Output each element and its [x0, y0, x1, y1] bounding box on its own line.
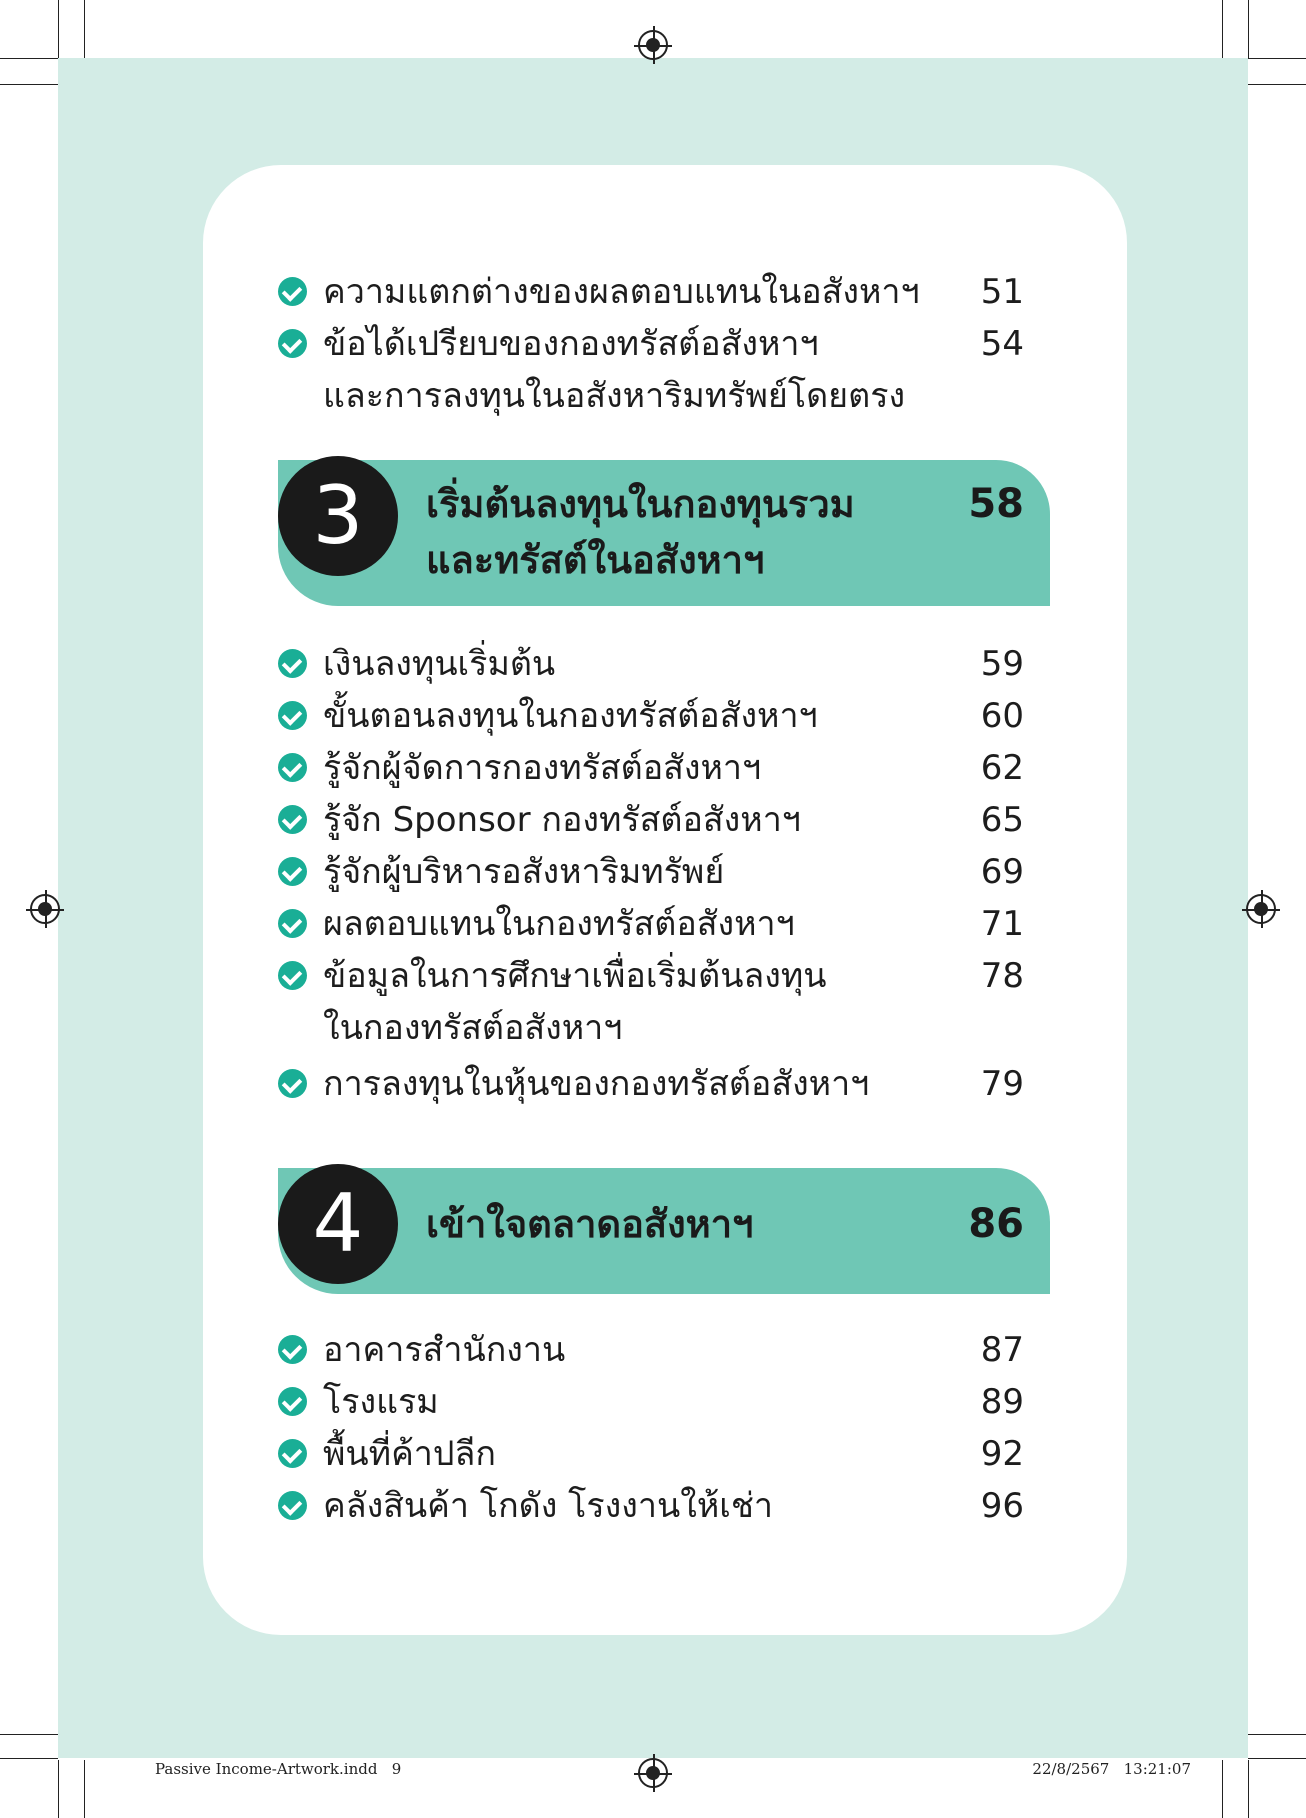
entry-page: 54 — [980, 324, 1024, 364]
entry-title: เงินลงทุนเริ่มต้น — [323, 644, 556, 684]
chapter-title-line2: และทรัสต์ในอสังหาฯ — [426, 538, 765, 582]
toc-entry[interactable] — [278, 1480, 1024, 1532]
entry-page: 69 — [980, 852, 1024, 892]
entry-page: 62 — [980, 748, 1024, 788]
toc-entry[interactable] — [278, 846, 1024, 898]
entry-title: การลงทุนในหุ้นของกองทรัสต์อสังหาฯ — [323, 1064, 870, 1104]
entry-page: 87 — [980, 1330, 1024, 1370]
entry-title: รู้จักผู้จัดการกองทรัสต์อสังหาฯ — [323, 748, 762, 788]
registration-mark-icon — [1246, 894, 1276, 924]
entry-page: 89 — [980, 1382, 1024, 1422]
check-icon — [278, 1387, 307, 1416]
crop-mark — [58, 0, 59, 58]
crop-mark — [1222, 0, 1223, 58]
check-icon — [278, 1491, 307, 1520]
entry-page: 96 — [980, 1486, 1024, 1526]
toc-entry[interactable] — [278, 638, 1024, 690]
entry-page: 71 — [980, 904, 1024, 944]
crop-mark — [0, 58, 58, 59]
registration-mark-icon — [30, 894, 60, 924]
check-icon — [278, 753, 307, 782]
toc-entry[interactable] — [278, 898, 1024, 950]
chapter-3-header[interactable] — [278, 456, 1050, 606]
entry-title: คลังสินค้า โกดัง โรงงานให้เช่า — [323, 1486, 774, 1526]
check-icon — [278, 909, 307, 938]
crop-mark — [1248, 1760, 1249, 1818]
check-icon — [278, 1069, 307, 1098]
crop-mark — [1248, 1758, 1306, 1759]
entry-page: 59 — [980, 644, 1024, 684]
crop-mark — [1248, 84, 1306, 85]
crop-mark — [84, 1760, 85, 1818]
registration-mark-icon — [638, 30, 668, 60]
check-icon — [278, 649, 307, 678]
entry-title: ขั้นตอนลงทุนในกองทรัสต์อสังหาฯ — [323, 696, 818, 736]
entry-title-continued: ในกองทรัสต์อสังหาฯ — [323, 1008, 623, 1048]
entry-title: พื้นที่ค้าปลีก — [323, 1434, 496, 1474]
chapter-number-badge: 3 — [278, 456, 398, 576]
entry-page: 79 — [980, 1064, 1024, 1104]
entry-title-continued: และการลงทุนในอสังหาริมทรัพย์โดยตรง — [323, 376, 906, 416]
entry-page: 51 — [980, 272, 1024, 312]
crop-mark — [1248, 58, 1306, 59]
entry-title: ข้อได้เปรียบของกองทรัสต์อสังหาฯ — [323, 324, 819, 364]
toc-entry[interactable] — [278, 1428, 1024, 1480]
check-icon — [278, 1439, 307, 1468]
entry-page: 92 — [980, 1434, 1024, 1474]
toc-entry[interactable] — [278, 318, 1024, 422]
chapter-number-badge: 4 — [278, 1164, 398, 1284]
chapter-title: เริ่มต้นลงทุนในกองทุนรวม — [426, 482, 855, 526]
toc-entry[interactable] — [278, 1376, 1024, 1428]
chapter-page: 58 — [968, 481, 1024, 527]
chapter-title: เข้าใจตลาดอสังหาฯ — [426, 1202, 754, 1246]
slug-filename: Passive Income-Artwork.indd 9 — [155, 1760, 402, 1778]
entry-title: รู้จักผู้บริหารอสังหาริมทรัพย์ — [323, 852, 725, 892]
entry-title: ผลตอบแทนในกองทรัสต์อสังหาฯ — [323, 904, 795, 944]
toc-entry[interactable] — [278, 742, 1024, 794]
toc-entry[interactable] — [278, 1324, 1024, 1376]
check-icon — [278, 329, 307, 358]
entry-title: ความแตกต่างของผลตอบแทนในอสังหาฯ — [323, 272, 920, 312]
entry-title: โรงแรม — [323, 1382, 439, 1422]
crop-mark — [0, 1758, 58, 1759]
entry-title: อาคารสำนักงาน — [323, 1330, 566, 1370]
crop-mark — [1248, 1734, 1306, 1735]
chapter-page: 86 — [968, 1201, 1024, 1247]
chapter-4-header[interactable] — [278, 1164, 1050, 1294]
crop-mark — [1222, 1760, 1223, 1818]
toc-entry[interactable] — [278, 794, 1024, 846]
toc-entry[interactable] — [278, 1058, 1024, 1110]
crop-mark — [84, 0, 85, 58]
check-icon — [278, 961, 307, 990]
toc-entry[interactable] — [278, 950, 1024, 1054]
entry-title: รู้จัก Sponsor กองทรัสต์อสังหาฯ — [323, 800, 801, 840]
registration-mark-icon — [638, 1758, 668, 1788]
entry-title: ข้อมูลในการศึกษาเพื่อเริ่มต้นลงทุน — [323, 956, 827, 996]
entry-page: 78 — [980, 956, 1024, 996]
slug-timestamp: 22/8/2567 13:21:07 — [1032, 1760, 1191, 1778]
check-icon — [278, 1335, 307, 1364]
check-icon — [278, 277, 307, 306]
entry-page: 60 — [980, 696, 1024, 736]
toc-entry[interactable] — [278, 266, 1024, 318]
entry-page: 65 — [980, 800, 1024, 840]
crop-mark — [0, 1734, 58, 1735]
crop-mark — [1248, 0, 1249, 58]
crop-mark — [0, 84, 58, 85]
toc-entry[interactable] — [278, 690, 1024, 742]
check-icon — [278, 701, 307, 730]
check-icon — [278, 805, 307, 834]
crop-mark — [58, 1760, 59, 1818]
check-icon — [278, 857, 307, 886]
